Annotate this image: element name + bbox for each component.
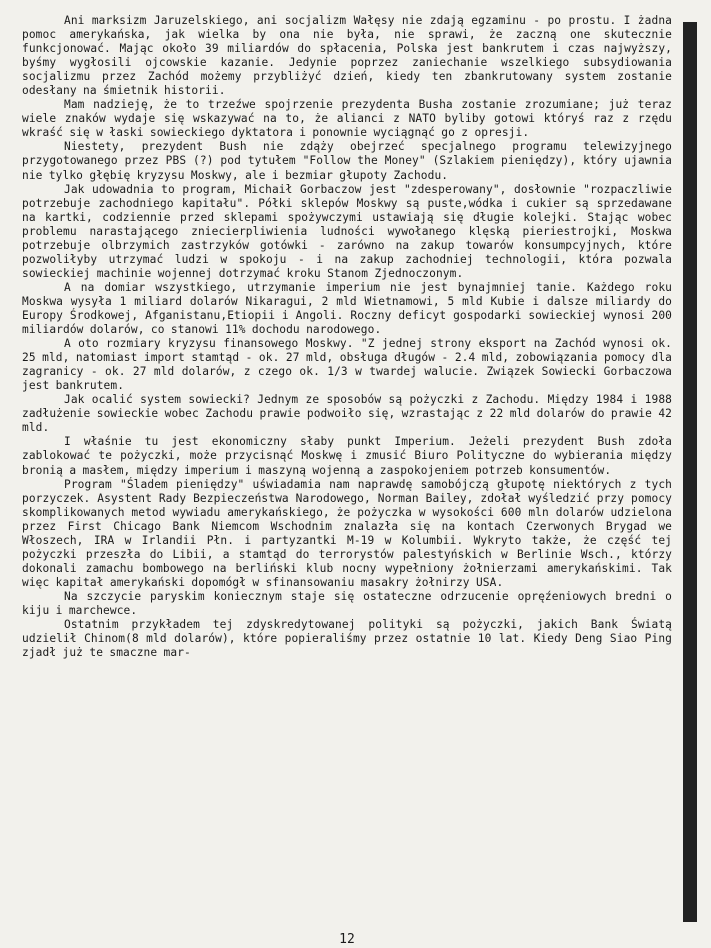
paragraph-7: Jak ocalić system sowiecki? Jednym ze sposobów są pożyczki z Zachodu. Między 1984 i 1988 zadłużenie sowieckie wobec Zachodu prawie podwoiło się, wzrastając z 22 mld dolarów do prawie 42 mld.	[22, 393, 672, 435]
paragraph-3: Niestety, prezydent Bush nie zdąży obejrzeć specjalnego programu telewizyjnego przygotowanego przez PBS (?) pod tytułem "Follow the Money" (Szlakiem pieniędzy), który ujawnia nie tylko głębię kryzysu Moskwy, ale i bezmiar głupoty Zachodu.	[22, 140, 672, 182]
paragraph-6: A oto rozmiary kryzysu finansowego Moskwy. "Z jednej strony eksport na Zachód wynosi ok. 25 mld, natomiast import stamtąd - ok. 27 mld, obsługa długów - 2.4 mld, zobowiązania pomocy dla zagranicy - ok. 27 mld dolarów, z czego ok. 1/3 w twardej walucie. Związek Sowiecki Gorbaczowa jest bankrutem.	[22, 337, 672, 393]
paragraph-5: A na domiar wszystkiego, utrzymanie imperium nie jest bynajmniej tanie. Każdego roku Moskwa wysyła 1 miliard dolarów Nikaragui, 2 mld Wietnamowi, 5 mld Kubie i dalsze miliardy do Europy Środkowej, Afganistanu,Etiopii i Angoli. Roczny deficyt gospodarki sowieckiej wynosi 200 miliardów dolarów, co stanowi 11% dochodu narodowego.	[22, 280, 672, 337]
paragraph-4: Jak udowadnia to program, Michaił Gorbaczow jest "zdesperowany", dosłownie "rozpaczliwie potrzebuje zachodniego kapitału". Półki sklepów Moskwy są puste,wódka i cukier są sprzedawane na kartki, codziennie przed sklepami spożywczymi ustawiają się długie kolejki. Stając wobec problemu narastającego zniecierpliwienia ludności wywołanego klęską pieriestrojki, Moskwa potrzebuje olbrzymich zastrzyków gotówki - zarówno na zakup towarów konsumpcyjnych, które pozwoliłyby utrzymać ludzi w spokoju - i na zakup zachodniej technologii, która pozwala sowieckiej machinie wojennej dotrzymać kroku Stanom Zjednoczonym.	[22, 182, 672, 280]
paragraph-10: Na szczycie paryskim koniecznym staje się ostateczne odrzucenie opręźeniowych bredni o kiju i marchewce.	[22, 589, 672, 617]
page-number: 12	[339, 932, 355, 947]
paragraph-8: I właśnie tu jest ekonomiczny słaby punkt Imperium. Jeżeli prezydent Bush zdoła zablokować te pożyczki, może przycisnąć Moskwę i zmusić Biuro Polityczne do wybierania między bronią a masłem, między imperium i maszyną wojenną a zaspokojeniem potrzeb konsumentów.	[22, 435, 672, 477]
page-edge-shadow	[683, 22, 697, 922]
paragraph-2: Mam nadzieję, że to trzeźwe spojrzenie prezydenta Busha zostanie zrozumiane; już teraz wiele znaków wydaje się wskazywać na to, że alianci z NATO byliby gotowi któryś raz z rzędu wkraść się w łaski sowieckiego dyktatora i ponownie wyciągnąć go z opresji.	[22, 98, 672, 140]
paragraph-9: Program "Śladem pieniędzy" uświadamia nam naprawdę samobójczą głupotę niektórych z tych porzyczek. Asystent Rady Bezpieczeństwa Narodowego, Norman Bailey, zdołał wyśledzić przy pomocy skomplikowanych metod wywiadu amerykańskiego, że pożyczka w wysokości 600 mln dolarów udzielona przez First Chicago Bank Niemcom Wschodnim znalazła się na kontach Czerwonych Brygad we Włoszech, IRA w Irlandii Płn. i partyzantki M-19 w Kolumbii. Wykryto także, że część tej pożyczki przeszła do Libii, a stamtąd do terrorystów palestyńskich w Berlinie Wsch., którzy dokonali zamachu bombowego na berliński klub nocny wypełniony żołnierzami amerykańskimi. Tak więc kapitał amerykański dopomógł w sfinansowaniu masakry żołnirzy USA.	[22, 477, 672, 589]
article-body	[22, 14, 672, 660]
paragraph-11: Ostatnim przykładem tej zdyskredytowanej polityki są pożyczki, jakich Bank Światą udzielił Chinom(8 mld dolarów), które popieraliśmy przez ostatnie 10 lat. Kiedy Deng Siao Ping zjadł już te smaczne mar-	[22, 618, 672, 660]
paragraph-1: Ani marksizm Jaruzelskiego, ani socjalizm Wałęsy nie zdają egzaminu - po prostu. I żadna pomoc amerykańska, jak wielka by ona nie była, nie sprawi, że zaczną one skutecznie funkcjonować. Mając około 39 miliardów do spłacenia, Polska jest bankrutem i czas najwyższy, byśmy wygłosili ojcowskie kazanie. Jedynie poprzez zaniechanie wszelkiego subsydiowania socjalizmu przez Zachód możemy przybliżyć dzień, kiedy ten zbankrutowany system zostanie odesłany na śmietnik historii.	[22, 14, 672, 98]
